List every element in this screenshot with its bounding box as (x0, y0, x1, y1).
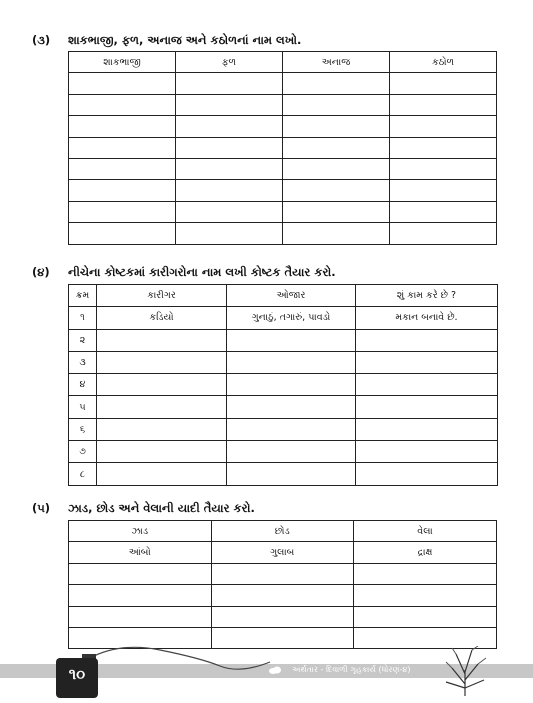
craftsman-cell[interactable] (97, 441, 227, 463)
table-row (69, 374, 498, 396)
serial-cell: ૩ (69, 351, 97, 373)
table-row (69, 418, 498, 440)
creeper-cell[interactable]: દ્રાક્ષ (354, 542, 497, 563)
craftsman-cell[interactable] (97, 396, 227, 418)
blank-cell[interactable] (390, 201, 497, 222)
plant-cell[interactable] (211, 606, 354, 627)
blank-cell[interactable] (176, 201, 283, 222)
plant-cell[interactable] (211, 563, 354, 584)
header-pulses: કઠોળ (390, 52, 497, 73)
blank-cell[interactable] (283, 137, 390, 158)
section5-heading (32, 501, 255, 516)
blank-cell[interactable] (283, 180, 390, 201)
table-row (69, 201, 497, 222)
plant-cell[interactable] (211, 585, 354, 606)
trees-plants-creepers-table (68, 520, 497, 649)
blank-cell[interactable] (176, 137, 283, 158)
table-row (69, 116, 497, 137)
work-cell[interactable] (356, 441, 498, 463)
work-cell[interactable] (356, 374, 498, 396)
craftsman-cell[interactable] (97, 351, 227, 373)
blank-cell[interactable] (390, 180, 497, 201)
footer-text: અર્થતાર - દિવાળી ગૃહકાર્ય (ધોરણ-૪) (292, 665, 411, 674)
blank-cell[interactable] (69, 116, 176, 137)
blank-cell[interactable] (69, 201, 176, 222)
table-row (69, 563, 497, 584)
blank-cell[interactable] (176, 180, 283, 201)
craftsmen-table (68, 284, 498, 486)
table-row (69, 396, 498, 418)
craftsman-cell[interactable] (97, 463, 227, 485)
section5-number: (૫) (32, 501, 51, 515)
section4-number: (૪) (32, 265, 50, 279)
section5-instruction: ઝાડ, છોડ અને વેલાની યાદી તૈયાર કરો. (68, 501, 255, 515)
blank-cell[interactable] (176, 116, 283, 137)
tools-cell[interactable] (227, 374, 356, 396)
cloud-icon (268, 666, 282, 674)
work-cell[interactable] (356, 463, 498, 485)
table-row (69, 585, 497, 606)
blank-cell[interactable] (176, 158, 283, 179)
blank-cell[interactable] (283, 94, 390, 115)
section4-heading (32, 265, 336, 280)
blank-cell[interactable] (283, 73, 390, 94)
serial-cell: ૧ (69, 307, 97, 329)
plant-illustration (440, 646, 490, 698)
blank-cell[interactable] (69, 223, 176, 244)
blank-cell[interactable] (390, 94, 497, 115)
creeper-cell[interactable] (354, 606, 497, 627)
header-fruits: ફળ (176, 52, 283, 73)
blank-cell[interactable] (283, 223, 390, 244)
header-plants: છોડ (211, 521, 354, 542)
work-cell[interactable]: મકાન બનાવે છે. (356, 307, 498, 329)
header-creepers: વેલા (354, 521, 497, 542)
header-work: શું કામ કરે છે ? (356, 285, 498, 307)
work-cell[interactable] (356, 418, 498, 440)
tools-cell[interactable] (227, 396, 356, 418)
section3-instruction: શાકભાજી, ફળ, અનાજ અને કઠોળનાં નામ લખો. (68, 33, 302, 47)
vegetables-fruits-table (68, 51, 497, 245)
serial-cell: ૭ (69, 441, 97, 463)
blank-cell[interactable] (69, 94, 176, 115)
serial-cell: ૮ (69, 463, 97, 485)
craftsman-cell[interactable] (97, 374, 227, 396)
tools-cell[interactable] (227, 441, 356, 463)
section4-instruction: નીચેના કોષ્ટકમાં કારીગરોના નામ લખી કોષ્ટક તૈયાર કરો. (68, 265, 336, 279)
work-cell[interactable] (356, 329, 498, 351)
creeper-cell[interactable] (354, 563, 497, 584)
table-row (69, 180, 497, 201)
table-row (69, 351, 498, 373)
page-number: ૧૦ (68, 665, 86, 683)
table-row (69, 463, 498, 485)
blank-cell[interactable] (283, 116, 390, 137)
craftsman-cell[interactable]: કડિયો (97, 307, 227, 329)
table-row (69, 606, 497, 627)
tree-cell[interactable] (69, 606, 212, 627)
header-vegetables: શાકભાજી (69, 52, 176, 73)
header-craftsman: કારીગર (97, 285, 227, 307)
table-row (69, 94, 497, 115)
blank-cell[interactable] (69, 137, 176, 158)
header-trees: ઝાડ (69, 521, 212, 542)
serial-cell: ૬ (69, 418, 97, 440)
blank-cell[interactable] (390, 137, 497, 158)
section3-number: (૩) (32, 33, 51, 47)
tools-cell[interactable]: ગુનાઠું, તગારું, પાવડો (227, 307, 356, 329)
header-tools: ઓજાર (227, 285, 356, 307)
work-cell[interactable] (356, 351, 498, 373)
blank-cell[interactable] (390, 223, 497, 244)
blank-cell[interactable] (176, 94, 283, 115)
blank-cell[interactable] (69, 180, 176, 201)
table-row (69, 223, 497, 244)
creeper-cell[interactable] (354, 585, 497, 606)
table-row (69, 137, 497, 158)
table-row (69, 158, 497, 179)
blank-cell[interactable] (176, 73, 283, 94)
table-row (69, 542, 497, 563)
craftsman-cell[interactable] (97, 329, 227, 351)
craftsman-cell[interactable] (97, 418, 227, 440)
tools-cell[interactable] (227, 351, 356, 373)
blank-cell[interactable] (390, 73, 497, 94)
header-grains: અનાજ (283, 52, 390, 73)
tree-cell[interactable] (69, 585, 212, 606)
blank-cell[interactable] (69, 158, 176, 179)
tree-cell[interactable] (69, 563, 212, 584)
serial-cell: ૫ (69, 396, 97, 418)
header-serial: ક્રમ (69, 285, 97, 307)
blank-cell[interactable] (390, 158, 497, 179)
table-row (69, 329, 498, 351)
work-cell[interactable] (356, 396, 498, 418)
table-row (69, 73, 497, 94)
blank-cell[interactable] (283, 201, 390, 222)
tree-cell[interactable]: આંબો (69, 542, 212, 563)
blank-cell[interactable] (69, 73, 176, 94)
table-row (69, 441, 498, 463)
serial-cell: ૪ (69, 374, 97, 396)
blank-cell[interactable] (390, 116, 497, 137)
tools-cell[interactable] (227, 418, 356, 440)
table-row (69, 307, 498, 329)
plant-cell[interactable]: ગુલાબ (211, 542, 354, 563)
section3-heading (32, 33, 301, 48)
blank-cell[interactable] (176, 223, 283, 244)
serial-cell: ૨ (69, 329, 97, 351)
tools-cell[interactable] (227, 463, 356, 485)
tools-cell[interactable] (227, 329, 356, 351)
blank-cell[interactable] (283, 158, 390, 179)
